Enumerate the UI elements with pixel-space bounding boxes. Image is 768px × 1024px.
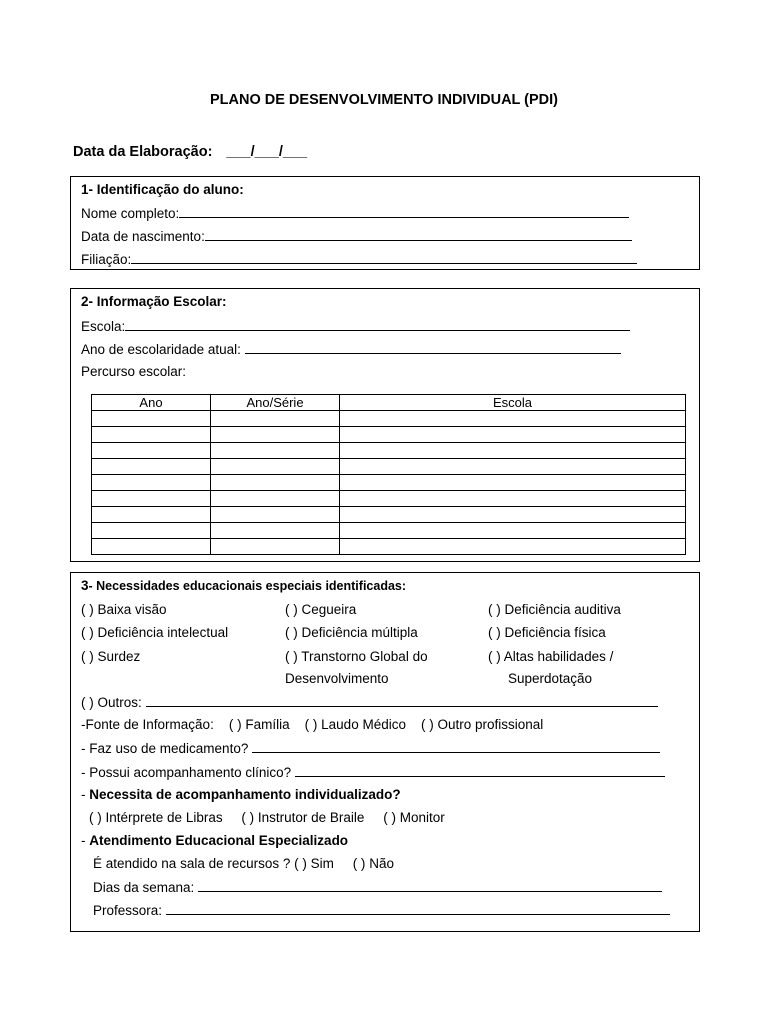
birth-date-field[interactable]: Data de nascimento:	[81, 228, 632, 244]
medication-field[interactable]: - Faz uso de medicamento?	[81, 740, 660, 756]
resource-room-yes-option[interactable]: ( ) Sim	[294, 856, 334, 871]
table-cell[interactable]	[211, 507, 340, 523]
table-row	[92, 475, 686, 491]
source-family-option[interactable]: ( ) Família	[228, 717, 290, 732]
checkbox[interactable]: ( )	[81, 625, 94, 640]
table-cell[interactable]	[92, 459, 211, 475]
filiation-field[interactable]: Filiação:	[81, 251, 637, 267]
information-source-label: -Fonte de Informação:	[81, 717, 214, 732]
table-cell[interactable]	[211, 539, 340, 555]
individual-support-heading: - Necessita de acompanhamento individualizado?	[81, 787, 401, 802]
table-cell[interactable]	[211, 491, 340, 507]
school-history-table	[91, 394, 686, 555]
table-cell[interactable]	[92, 443, 211, 459]
table-header-school: Escola	[340, 395, 686, 411]
table-cell[interactable]	[340, 459, 686, 475]
table-row	[92, 507, 686, 523]
table-row	[92, 411, 686, 427]
table-cell[interactable]	[92, 539, 211, 555]
section2-header: 2- Informação Escolar:	[81, 294, 227, 309]
resource-room-no-option[interactable]: ( ) Não	[352, 856, 394, 871]
full-name-field[interactable]: Nome completo:	[81, 205, 629, 221]
elaboration-date-label: Data da Elaboração:	[73, 144, 213, 160]
resource-room-row	[93, 856, 394, 871]
table-row	[92, 539, 686, 555]
table-cell[interactable]	[211, 523, 340, 539]
table-row	[92, 443, 686, 459]
table-cell[interactable]	[340, 491, 686, 507]
option-low-vision[interactable]: ( ) Baixa visão	[81, 602, 167, 617]
option-giftedness-continued: Superdotação	[508, 671, 593, 686]
table-header-year: Ano	[92, 395, 211, 411]
option-physical-disability[interactable]: ( ) Deficiência física	[488, 625, 606, 640]
table-cell[interactable]	[340, 507, 686, 523]
table-row	[92, 491, 686, 507]
table-row	[92, 459, 686, 475]
table-cell[interactable]	[92, 427, 211, 443]
monitor-option[interactable]: ( ) Monitor	[383, 810, 445, 825]
other-needs-field[interactable]: ( ) Outros:	[81, 694, 658, 710]
checkbox[interactable]: ( )	[488, 625, 501, 640]
table-cell[interactable]	[92, 523, 211, 539]
table-cell[interactable]	[340, 427, 686, 443]
teacher-field[interactable]: Professora:	[93, 902, 670, 918]
table-cell[interactable]	[340, 523, 686, 539]
special-needs-section	[70, 572, 700, 932]
checkbox[interactable]: ( )	[81, 695, 94, 710]
option-intellectual-disability[interactable]: ( ) Deficiência intelectual	[81, 625, 229, 640]
table-cell[interactable]	[340, 539, 686, 555]
table-cell[interactable]	[92, 411, 211, 427]
table-cell[interactable]	[211, 443, 340, 459]
option-multiple-disability[interactable]: ( ) Deficiência múltipla	[285, 625, 418, 640]
elaboration-date-row	[73, 144, 307, 160]
checkbox[interactable]: ( )	[81, 602, 94, 617]
source-medical-report-option[interactable]: ( ) Laudo Médico	[304, 717, 406, 732]
checkbox[interactable]: ( )	[285, 649, 298, 664]
braille-instructor-option[interactable]: ( ) Instrutor de Braile	[241, 810, 365, 825]
source-other-professional-option[interactable]: ( ) Outro profissional	[420, 717, 544, 732]
student-identification-section	[70, 176, 700, 270]
checkbox[interactable]: ( )	[81, 649, 94, 664]
option-deafness[interactable]: ( ) Surdez	[81, 649, 141, 664]
checkbox[interactable]: ( )	[285, 625, 298, 640]
table-cell[interactable]	[92, 507, 211, 523]
table-cell[interactable]	[340, 475, 686, 491]
table-cell[interactable]	[92, 491, 211, 507]
libras-interpreter-option[interactable]: ( ) Intérprete de Libras	[89, 810, 223, 825]
table-cell[interactable]	[340, 411, 686, 427]
table-row	[92, 427, 686, 443]
clinical-follow-up-field[interactable]: - Possui acompanhamento clínico?	[81, 764, 665, 780]
information-source-row	[81, 717, 543, 732]
school-path-label: Percurso escolar:	[81, 364, 187, 379]
elaboration-date-field[interactable]: ___/___/___	[226, 144, 308, 160]
table-cell[interactable]	[211, 427, 340, 443]
table-header-grade: Ano/Série	[211, 395, 340, 411]
section1-header: 1- Identificação do aluno:	[81, 182, 244, 197]
table-cell[interactable]	[92, 475, 211, 491]
option-hearing-impairment[interactable]: ( ) Deficiência auditiva	[488, 602, 621, 617]
school-field[interactable]: Escola:	[81, 318, 630, 334]
option-pervasive-developmental-disorder[interactable]: ( ) Transtorno Global do	[285, 649, 428, 664]
individual-support-options	[89, 810, 445, 825]
current-grade-field[interactable]: Ano de escolaridade atual:	[81, 341, 621, 357]
specialized-service-heading: - Atendimento Educacional Especializado	[81, 833, 349, 848]
week-days-field[interactable]: Dias da semana:	[93, 879, 662, 895]
checkbox[interactable]: ( )	[488, 649, 501, 664]
resource-room-question: É atendido na sala de recursos ?	[93, 856, 291, 871]
table-row	[92, 523, 686, 539]
document-title: PLANO DE DESENVOLVIMENTO INDIVIDUAL (PDI)	[209, 92, 559, 108]
table-cell[interactable]	[211, 459, 340, 475]
checkbox[interactable]: ( )	[285, 602, 298, 617]
option-giftedness[interactable]: ( ) Altas habilidades /	[488, 649, 614, 664]
table-cell[interactable]	[211, 411, 340, 427]
table-cell[interactable]	[211, 475, 340, 491]
checkbox[interactable]: ( )	[488, 602, 501, 617]
table-header-row	[92, 395, 686, 411]
section3-header: 3- Necessidades educacionais especiais identificadas:	[81, 578, 407, 593]
option-pdd-continued: Desenvolvimento	[285, 671, 389, 686]
school-information-section	[70, 288, 700, 562]
table-cell[interactable]	[340, 443, 686, 459]
option-blindness[interactable]: ( ) Cegueira	[285, 602, 357, 617]
